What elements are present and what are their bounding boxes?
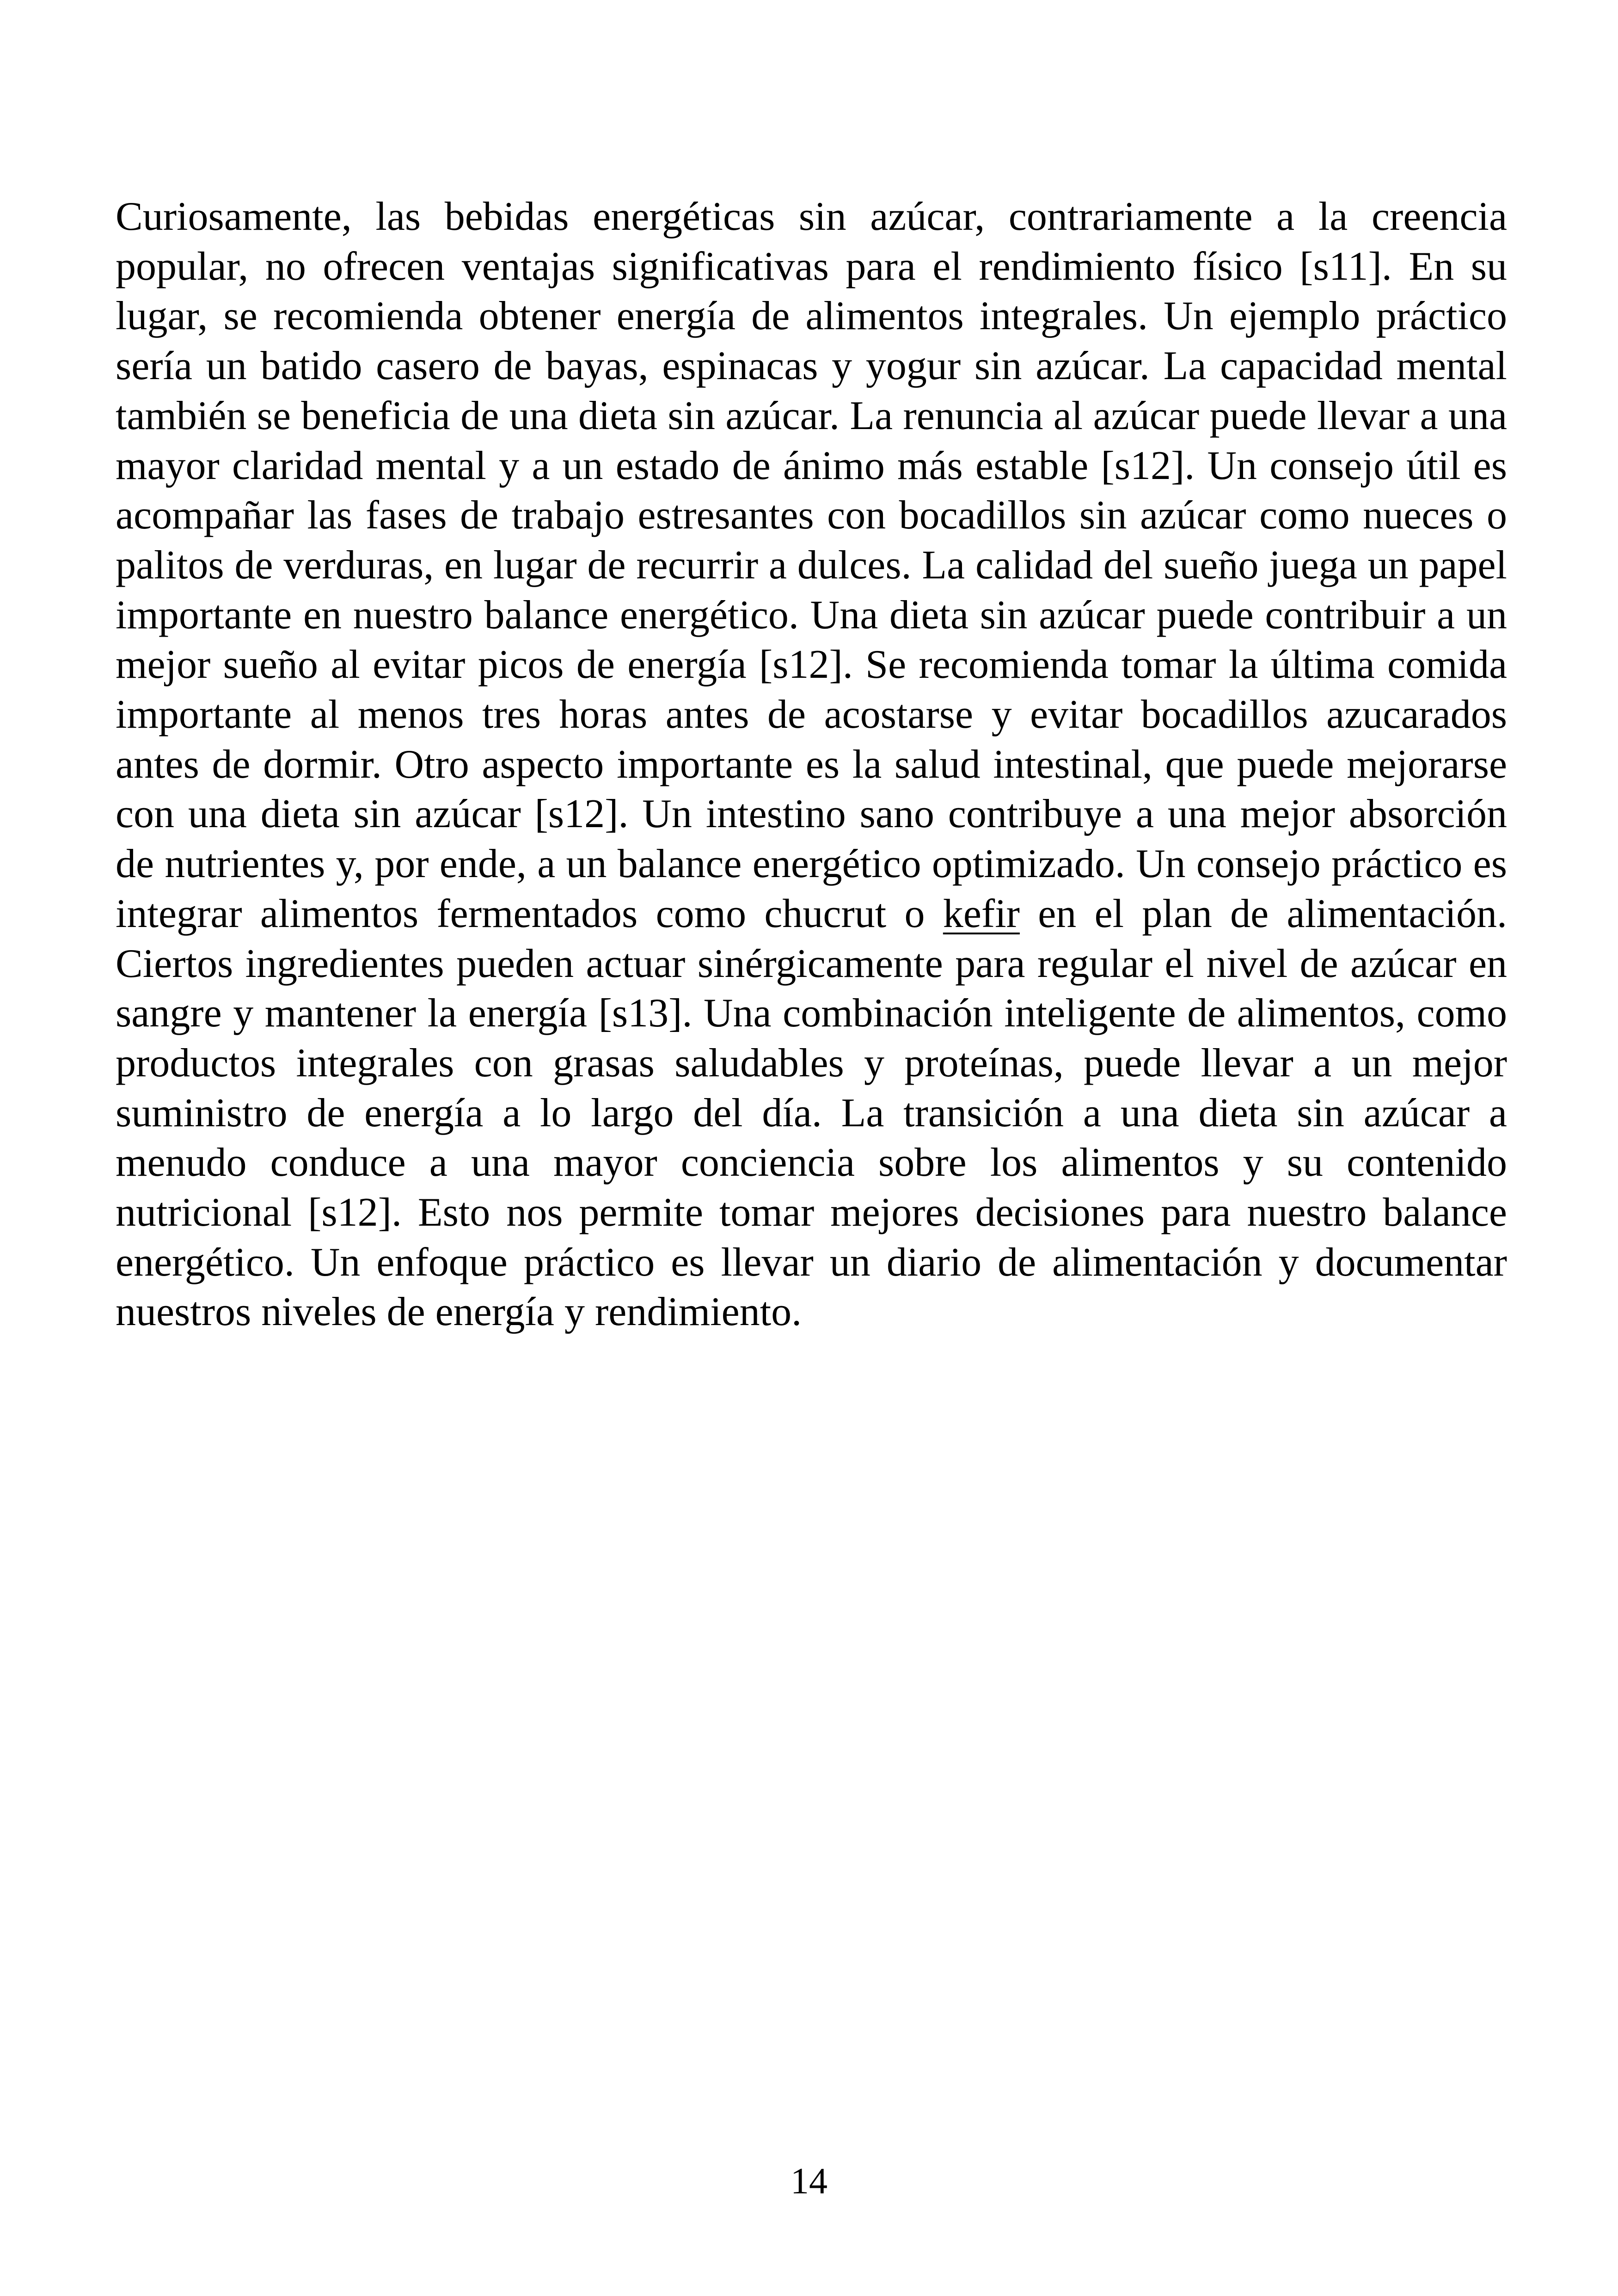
page-number: 14	[791, 2161, 827, 2202]
paragraph-text-before-link: Curiosamente, las bebidas energéticas sin azúcar, contrariamente a la creencia popular, no ofrecen ventajas significativas para el rendimiento físico [s11]. En su lugar, se recomienda obtener energía de alimentos integrales. Un ejemplo práctico sería un batido casero de bayas, espinacas y yogur sin azúcar. La capacidad mental también se beneficia de una dieta sin azúcar. La renuncia al azúcar puede llevar a una mayor claridad mental y a un estado de ánimo más estable [s12]. Un consejo útil es acompañar las fases de trabajo estresantes con bocadillos sin azúcar como nueces o palitos de verduras, en lugar de recurrir a dulces. La calidad del sueño juega un papel importante en nuestro balance energético. Una dieta sin azúcar puede contribuir a un mejor sueño al evitar picos de energía [s12]. Se recomienda tomar la última comida importante al menos tres horas antes de acostarse y evitar bocadillos azucarados antes de dormir. Otro aspecto importante es la salud intestinal, que puede mejorarse con una dieta sin azúcar [s12]. Un intestino sano contribuye a una mejor absorción de nutrientes y, por ende, a un balance energético optimizado. Un consejo práctico es integrar alimentos fermentados como chucrut o	[116, 194, 1507, 936]
body-paragraph	[116, 192, 1507, 1337]
paragraph-text-after-link: en el plan de alimentación. Ciertos ingredientes pueden actuar sinérgicamente para regular el nivel de azúcar en sangre y mantener la energía [s13]. Una combinación inteligente de alimentos, como productos integrales con grasas saludables y proteínas, puede llevar a un mejor suministro de energía a lo largo del día. La transición a una dieta sin azúcar a menudo conduce a una mayor conciencia sobre los alimentos y su contenido nutricional [s12]. Esto nos permite tomar mejores decisiones para nuestro balance energético. Un enfoque práctico es llevar un diario de alimentación y documentar nuestros niveles de energía y rendimiento.	[116, 891, 1508, 1335]
kefir-link[interactable]: kefir	[943, 891, 1020, 936]
